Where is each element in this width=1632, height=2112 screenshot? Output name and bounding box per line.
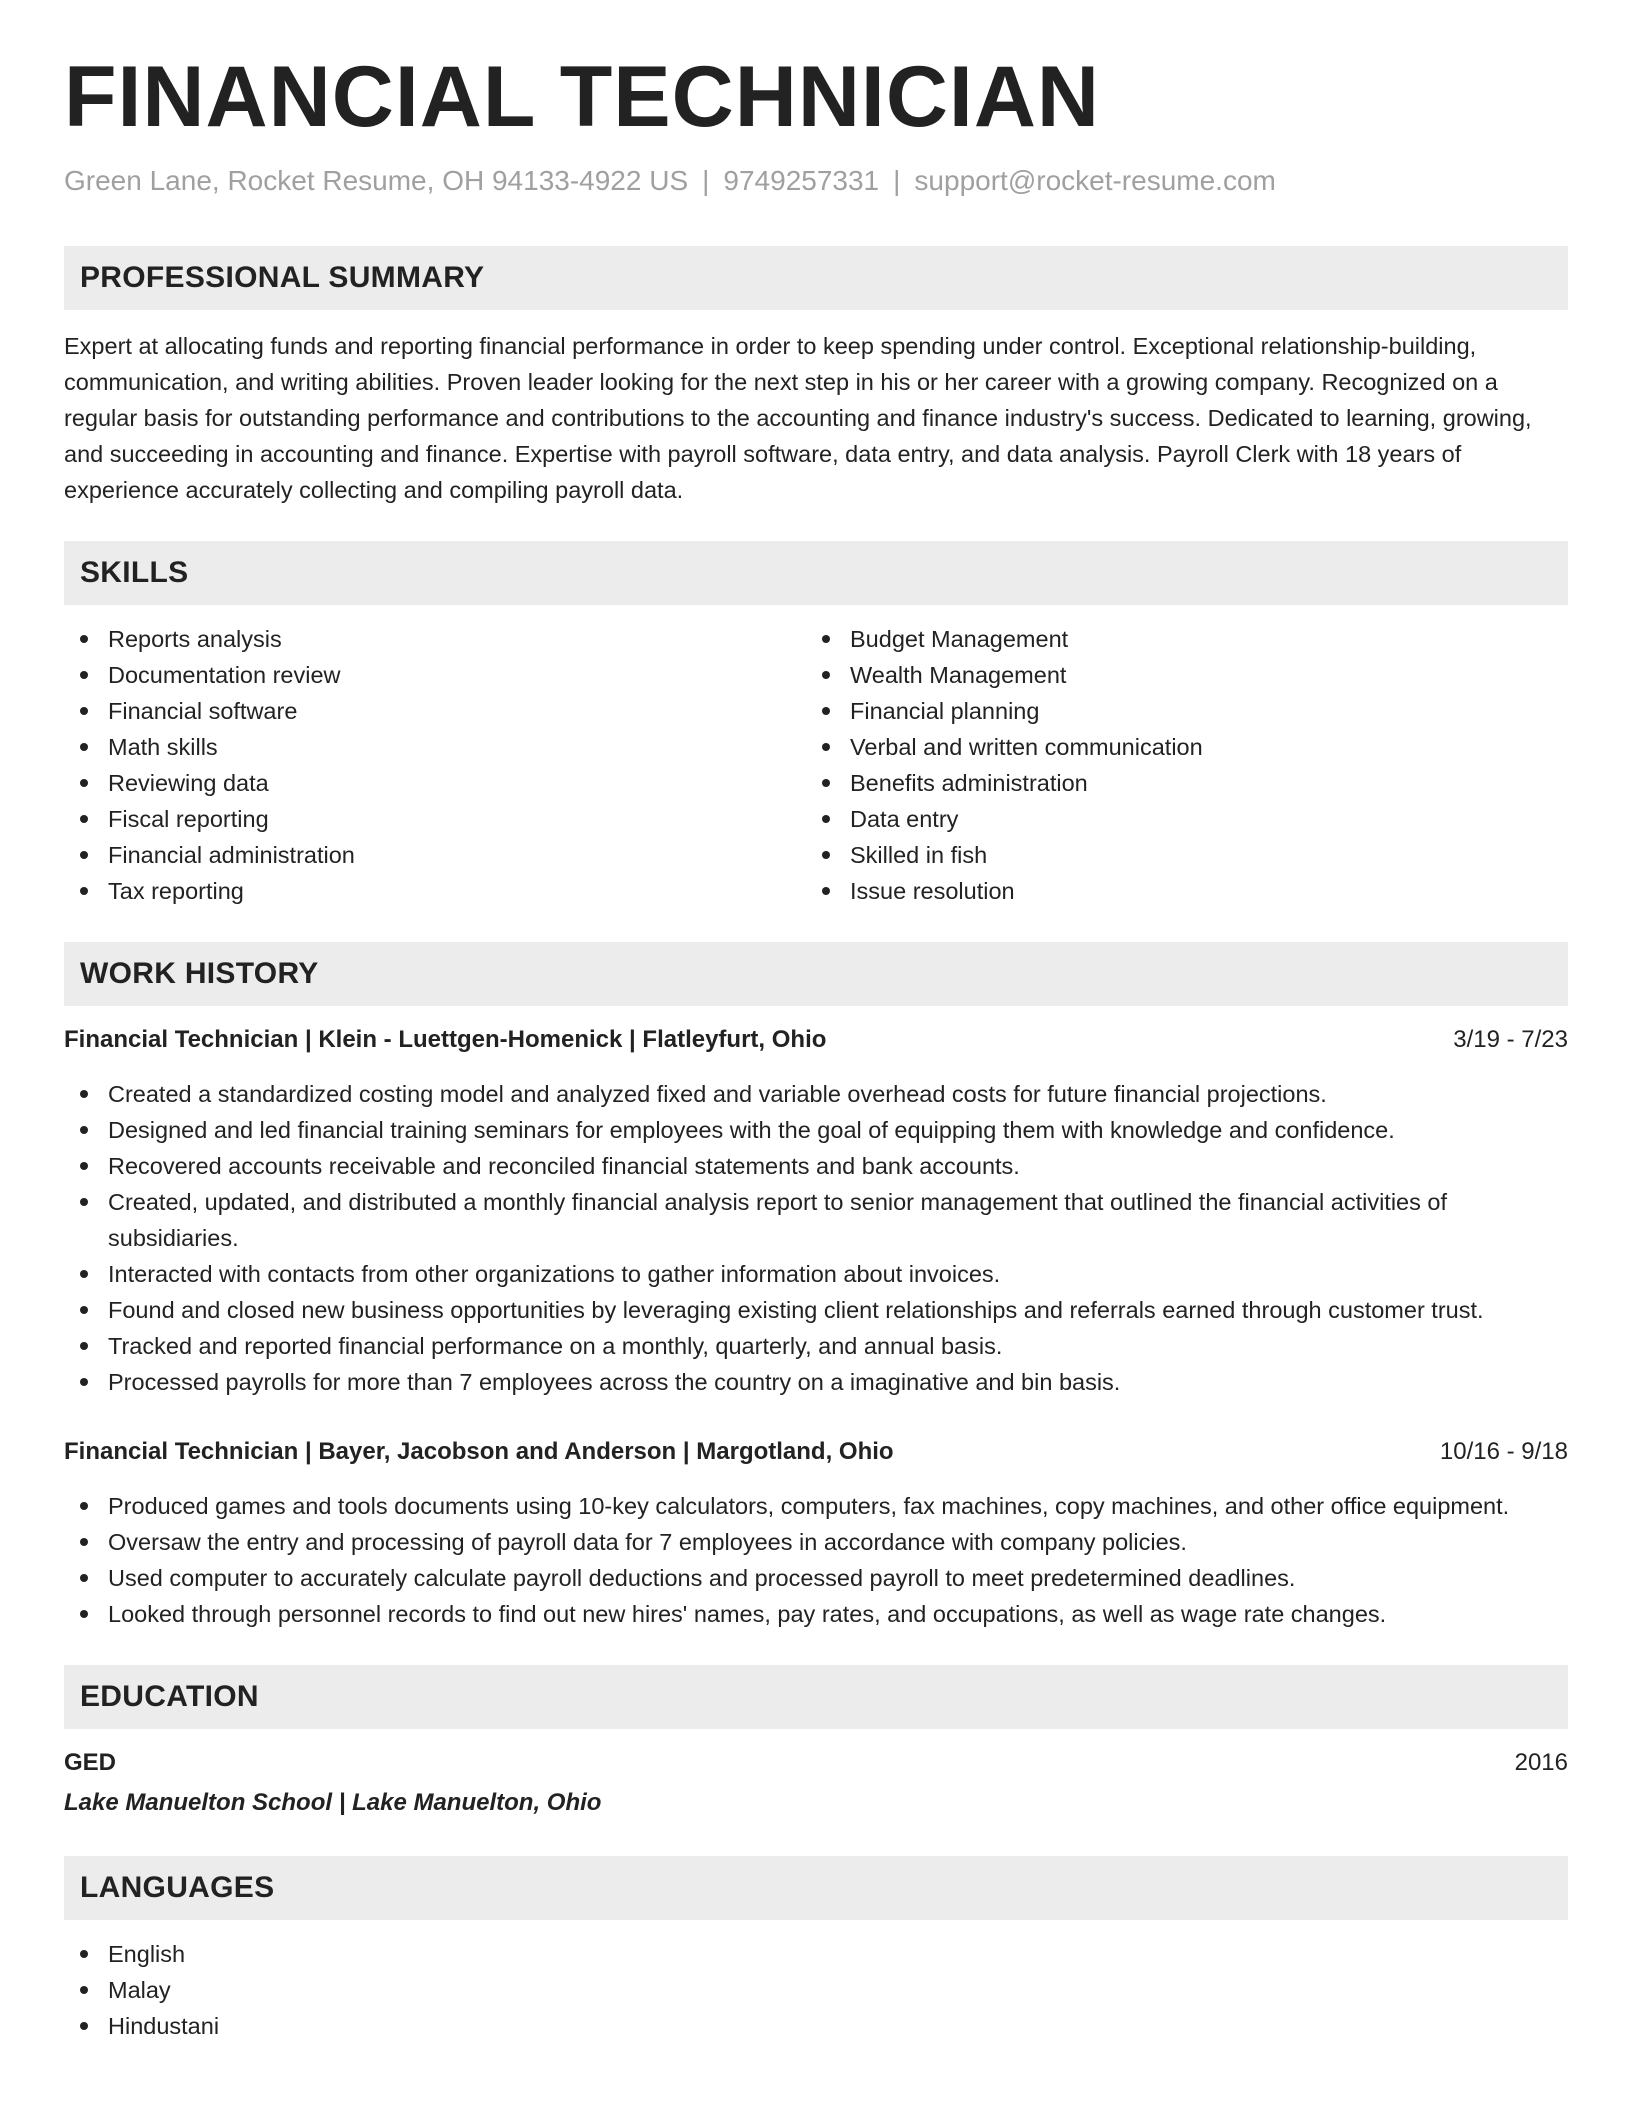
skill-item: Reviewing data — [64, 765, 806, 801]
education-entry — [64, 1745, 1568, 1821]
skills-list-right — [806, 621, 1548, 909]
skill-item: Documentation review — [64, 657, 806, 693]
section-header-skills: SKILLS — [64, 541, 1568, 605]
job-bullet: Oversaw the entry and processing of payroll data for 7 employees in accordance with company policies. — [64, 1524, 1568, 1560]
job-bullet-list — [64, 1488, 1568, 1632]
job-bullet: Found and closed new business opportunities by leveraging existing client relationships and referrals earned through customer trust. — [64, 1292, 1568, 1328]
job-bullet: Designed and led financial training seminars for employees with the goal of equipping them with knowledge and confidence. — [64, 1112, 1568, 1148]
skill-item: Tax reporting — [64, 873, 806, 909]
job-entry — [64, 1434, 1568, 1632]
contact-email: support@rocket-resume.com — [914, 165, 1276, 196]
job-bullet-list — [64, 1076, 1568, 1400]
job-bullet: Interacted with contacts from other organizations to gather information about invoices. — [64, 1256, 1568, 1292]
education-header — [64, 1745, 1568, 1781]
skill-item: Financial planning — [806, 693, 1548, 729]
skill-item: Fiscal reporting — [64, 801, 806, 837]
education-school: Lake Manuelton School | Lake Manuelton, Ohio — [64, 1788, 602, 1816]
skill-item: Reports analysis — [64, 621, 806, 657]
job-bullet: Used computer to accurately calculate payroll deductions and processed payroll to meet predetermined deadlines. — [64, 1560, 1568, 1596]
language-item: Hindustani — [64, 2008, 1568, 2044]
job-header — [64, 1434, 1568, 1470]
skill-item: Issue resolution — [806, 873, 1548, 909]
section-header-summary: PROFESSIONAL SUMMARY — [64, 246, 1568, 310]
language-item: Malay — [64, 1972, 1568, 2008]
skill-item: Budget Management — [806, 621, 1548, 657]
job-bullet: Tracked and reported financial performance on a monthly, quarterly, and annual basis. — [64, 1328, 1568, 1364]
contact-address: Green Lane, Rocket Resume, OH 94133-4922 US — [64, 165, 689, 196]
section-header-languages: LANGUAGES — [64, 1856, 1568, 1920]
job-title: Financial Technician | Klein - Luettgen-Homenick | Flatleyfurt, Ohio — [64, 1025, 827, 1053]
language-item: English — [64, 1936, 1568, 1972]
contact-separator: | — [702, 165, 710, 196]
job-bullet: Processed payrolls for more than 7 employees across the country on a imaginative and bin basis. — [64, 1364, 1568, 1400]
job-dates: 10/16 - 9/18 — [1439, 1437, 1568, 1465]
skill-item: Financial administration — [64, 837, 806, 873]
skill-item: Wealth Management — [806, 657, 1548, 693]
job-header — [64, 1022, 1568, 1058]
section-header-work-history: WORK HISTORY — [64, 942, 1568, 1006]
job-bullet: Created, updated, and distributed a monthly financial analysis report to senior management that outlined the financial activities of subsidiaries. — [64, 1184, 1568, 1256]
contact-phone: 9749257331 — [723, 165, 880, 196]
job-bullet: Created a standardized costing model and analyzed fixed and variable overhead costs for future financial projections. — [64, 1076, 1568, 1112]
skills-columns — [64, 621, 1568, 909]
job-bullet: Recovered accounts receivable and reconciled financial statements and bank accounts. — [64, 1148, 1568, 1184]
skill-item: Benefits administration — [806, 765, 1548, 801]
candidate-name: FINANCIAL TECHNICIAN — [64, 49, 1101, 145]
section-header-education: EDUCATION — [64, 1665, 1568, 1729]
job-title: Financial Technician | Bayer, Jacobson and Anderson | Margotland, Ohio — [64, 1437, 894, 1465]
job-bullet: Looked through personnel records to find out new hires' names, pay rates, and occupations, as well as wage rate changes. — [64, 1596, 1568, 1632]
skill-item: Financial software — [64, 693, 806, 729]
contact-separator: | — [893, 165, 901, 196]
job-bullet: Produced games and tools documents using 10-key calculators, computers, fax machines, copy machines, and other office equipment. — [64, 1488, 1568, 1524]
job-dates: 3/19 - 7/23 — [1453, 1025, 1568, 1053]
job-entry — [64, 1022, 1568, 1400]
skills-list-left — [64, 621, 806, 909]
education-year: 2016 — [1514, 1748, 1568, 1776]
education-degree: GED — [64, 1748, 117, 1776]
languages-list — [64, 1936, 1568, 2044]
summary-text: Expert at allocating funds and reporting financial performance in order to keep spending under control. Exceptional relationship-building, communication, and writing abilities. Proven leader looking for the next step in his or her career with a growing company. Recognized on a regular basis for outstanding performance and contributions to the accounting and finance industry's success. Dedicated to learning, growing, and succeeding in accounting and finance. Expertise with payroll software, data entry, and data analysis. Payroll Clerk with 18 years of experience accurately collecting and compiling payroll data. — [64, 332, 1532, 503]
skill-item: Data entry — [806, 801, 1548, 837]
skill-item: Math skills — [64, 729, 806, 765]
skill-item: Verbal and written communication — [806, 729, 1548, 765]
contact-line — [64, 164, 1568, 198]
skill-item: Skilled in fish — [806, 837, 1548, 873]
